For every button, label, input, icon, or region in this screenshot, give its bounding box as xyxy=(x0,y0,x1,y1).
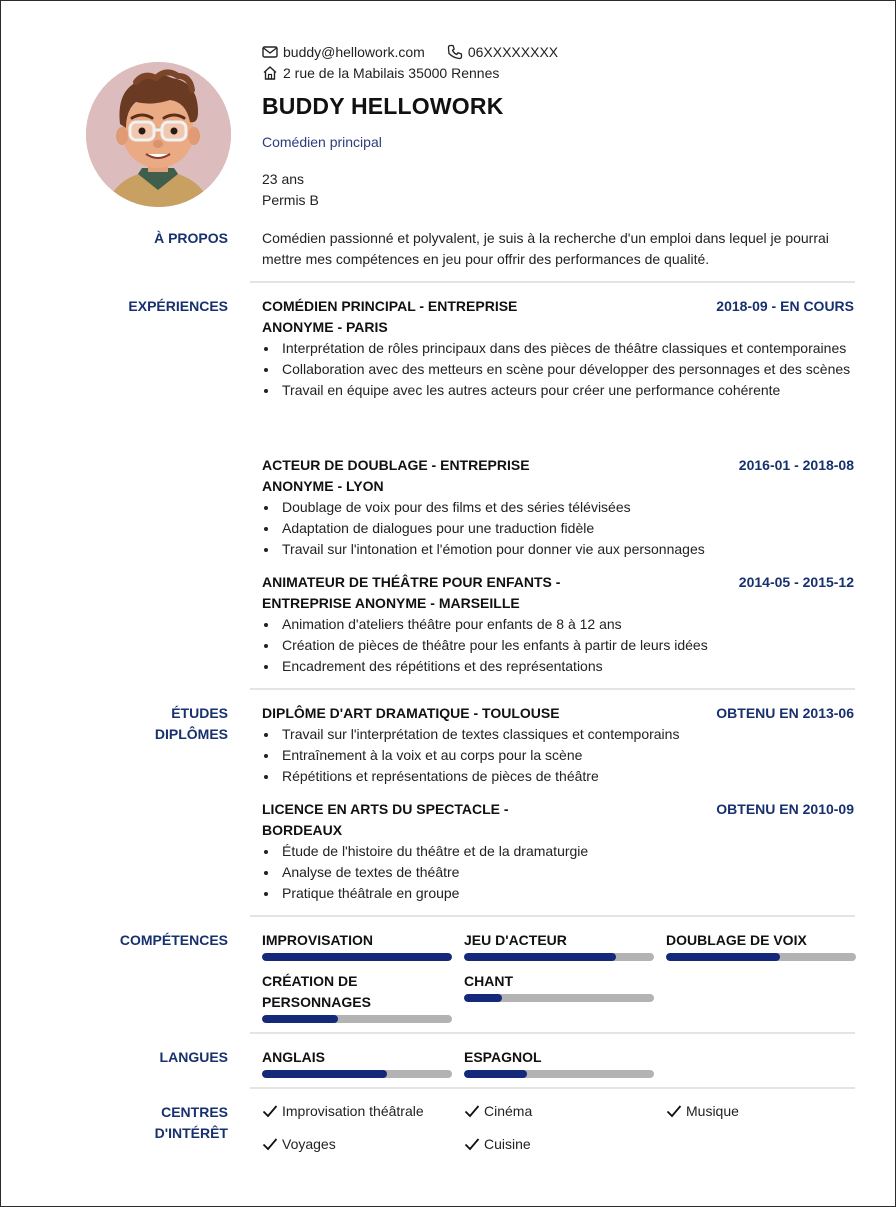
experience-title: ANIMATEUR DE THÉÂTRE POUR ENFANTS - ENTREPRISE ANONYME - MARSEILLE xyxy=(262,574,561,611)
checkmark-icon xyxy=(464,1137,480,1151)
language-name: ESPAGNOL xyxy=(464,1049,542,1065)
interest-label: Musique xyxy=(686,1103,739,1119)
divider xyxy=(250,1032,855,1034)
about-text: Comédien passionné et polyvalent, je suis à la recherche d'un emploi dans lequel je pourrai mettre mes compétences en jeu pour offrir des performances de qualité. xyxy=(262,230,829,267)
list-item: Animation d'ateliers théâtre pour enfants de 8 à 12 ans xyxy=(262,614,856,635)
skill-chant xyxy=(464,971,654,1002)
education-date: OBTENU EN 2013-06 xyxy=(716,705,854,721)
email-text[interactable]: buddy@hellowork.com xyxy=(283,44,425,60)
phone-text[interactable]: 06XXXXXXXX xyxy=(467,44,559,60)
language-espagnol xyxy=(464,1047,654,1078)
skill-name: CHANT xyxy=(464,973,513,989)
skill-creation-de-personnages xyxy=(262,971,452,1023)
skill-bar xyxy=(262,953,452,961)
language-name: ANGLAIS xyxy=(262,1049,325,1065)
skill-bar xyxy=(464,953,654,961)
language-bar xyxy=(262,1070,452,1078)
skill-bar xyxy=(262,1015,452,1023)
list-item: Collaboration avec des metteurs en scène pour développer des personnages et des scènes xyxy=(262,359,856,380)
divider xyxy=(250,915,855,917)
skill-jeu-d-acteur xyxy=(464,930,654,961)
skill-name: DOUBLAGE DE VOIX xyxy=(666,932,807,948)
experience-bullets xyxy=(262,338,856,401)
interest-label: Improvisation théâtrale xyxy=(282,1103,424,1119)
email-line xyxy=(262,44,558,60)
divider xyxy=(250,688,855,690)
experience-date: 2018-09 - EN COURS xyxy=(716,298,854,314)
section-label-line: D'INTÉRÊT xyxy=(154,1125,228,1141)
age: 23 ans xyxy=(262,171,305,187)
education-bullets xyxy=(262,841,856,904)
checkmark-icon xyxy=(666,1104,682,1118)
section-label-line: CENTRES xyxy=(161,1104,228,1120)
interest-label: Cinéma xyxy=(484,1103,533,1119)
interest-item xyxy=(464,1103,532,1119)
skill-bar-fill xyxy=(464,994,502,1002)
interest-label: Voyages xyxy=(282,1136,336,1152)
checkmark-icon xyxy=(464,1104,480,1118)
skill-bar xyxy=(464,994,654,1002)
skill-bar-fill xyxy=(262,953,452,961)
avatar-illustration xyxy=(86,62,231,207)
skill-bar-fill xyxy=(262,1015,338,1023)
skill-improvisation xyxy=(262,930,452,961)
experience-title: ACTEUR DE DOUBLAGE - ENTREPRISE ANONYME - LYON xyxy=(262,457,530,494)
skill-bar xyxy=(666,953,856,961)
home-icon xyxy=(262,65,278,81)
language-anglais xyxy=(262,1047,452,1078)
list-item: Interprétation de rôles principaux dans des pièces de théâtre classiques et contemporaines xyxy=(262,338,856,359)
checkmark-icon xyxy=(262,1137,278,1151)
education-title: LICENCE EN ARTS DU SPECTACLE - BORDEAUX xyxy=(262,801,509,838)
driving-license: Permis B xyxy=(262,192,319,208)
experience-bullets xyxy=(262,614,856,677)
divider xyxy=(250,1087,855,1089)
job-title: Comédien principal xyxy=(262,134,382,150)
candidate-name: BUDDY HELLOWORK xyxy=(262,93,504,119)
interest-item xyxy=(262,1136,336,1152)
education-bullets xyxy=(262,724,856,787)
section-label-interests xyxy=(78,1102,228,1144)
experience-title: COMÉDIEN PRINCIPAL - ENTREPRISE ANONYME - PARIS xyxy=(262,298,518,335)
skill-name: JEU D'ACTEUR xyxy=(464,932,567,948)
list-item: Adaptation de dialogues pour une traduction fidèle xyxy=(262,518,856,539)
skill-name: IMPROVISATION xyxy=(262,932,373,948)
interest-item xyxy=(262,1103,424,1119)
list-item: Pratique théâtrale en groupe xyxy=(262,883,856,904)
list-item: Travail en équipe avec les autres acteurs pour créer une performance cohérente xyxy=(262,380,856,401)
address-line xyxy=(262,65,499,81)
section-label-experiences: EXPÉRIENCES xyxy=(128,298,228,314)
language-bar xyxy=(464,1070,654,1078)
skill-bar-fill xyxy=(666,953,780,961)
language-bar-fill xyxy=(464,1070,527,1078)
phone-icon xyxy=(447,44,463,60)
skill-doublage-de-voix xyxy=(666,930,856,961)
list-item: Encadrement des répétitions et des représentations xyxy=(262,656,856,677)
checkmark-icon xyxy=(262,1104,278,1118)
section-label-line: ÉTUDES xyxy=(171,705,228,721)
experience-bullets xyxy=(262,497,856,560)
education-title: DIPLÔME D'ART DRAMATIQUE - TOULOUSE xyxy=(262,705,560,721)
list-item: Travail sur l'intonation et l'émotion pour donner vie aux personnages xyxy=(262,539,856,560)
avatar xyxy=(86,62,231,207)
section-label-line: DIPLÔMES xyxy=(154,726,228,742)
section-label-skills: COMPÉTENCES xyxy=(119,932,228,948)
address-text: 2 rue de la Mabilais 35000 Rennes xyxy=(283,65,500,81)
experience-date: 2014-05 - 2015-12 xyxy=(738,574,854,590)
interest-label: Cuisine xyxy=(484,1136,531,1152)
divider xyxy=(250,281,855,283)
envelope-icon xyxy=(262,44,278,60)
list-item: Analyse de textes de théâtre xyxy=(262,862,856,883)
experience-date: 2016-01 - 2018-08 xyxy=(738,457,854,473)
list-item: Création de pièces de théâtre pour les enfants à partir de leurs idées xyxy=(262,635,856,656)
list-item: Doublage de voix pour des films et des séries télévisées xyxy=(262,497,856,518)
skill-bar-fill xyxy=(464,953,616,961)
section-label-languages: LANGUES xyxy=(159,1049,228,1065)
section-label-about: À PROPOS xyxy=(154,230,228,246)
list-item: Entraînement à la voix et au corps pour la scène xyxy=(262,745,856,766)
list-item: Répétitions et représentations de pièces de théâtre xyxy=(262,766,856,787)
list-item: Travail sur l'interprétation de textes classiques et contemporains xyxy=(262,724,856,745)
skill-name: CRÉATION DE PERSONNAGES xyxy=(262,973,371,1010)
interest-item xyxy=(464,1136,531,1152)
section-label-education xyxy=(78,703,228,745)
interest-item xyxy=(666,1103,739,1119)
list-item: Étude de l'histoire du théâtre et de la dramaturgie xyxy=(262,841,856,862)
language-bar-fill xyxy=(262,1070,387,1078)
education-date: OBTENU EN 2010-09 xyxy=(716,801,854,817)
